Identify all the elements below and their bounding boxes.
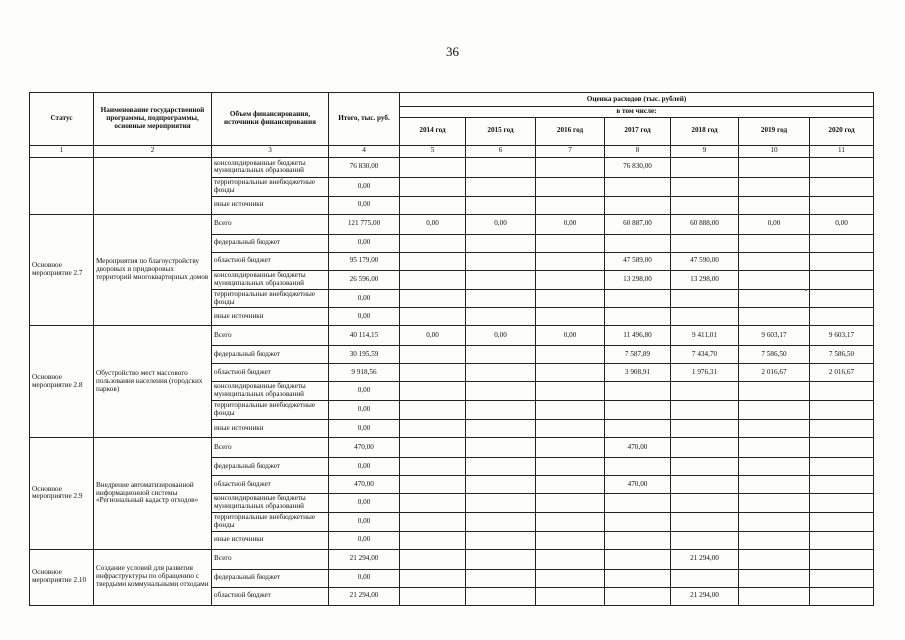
year-value-cell [605,458,671,476]
year-value-cell: 2 016,67 [810,364,874,382]
budget-table [29,92,874,606]
funding-source-cell: иные источники [212,196,329,214]
year-value-cell [605,420,671,438]
year-value-cell [739,549,810,569]
year-value-cell [671,382,739,401]
year-value-cell [605,234,671,252]
total-cell: 9 918,56 [329,364,400,382]
column-number: 4 [329,145,400,157]
total-cell: 0,00 [329,401,400,420]
total-cell: 470,00 [329,438,400,458]
year-value-cell [605,531,671,549]
funding-source-cell: территориальные внебюджетные фонды [212,512,329,531]
year-value-cell [605,401,671,420]
total-cell: 0,00 [329,420,400,438]
year-value-cell [739,270,810,289]
year-value-cell [605,512,671,531]
year-value-cell [605,494,671,513]
activity-name-cell: Внедрение автоматизированной информационной системы «Региональный кадастр отходов» [94,438,212,550]
year-value-cell [605,569,671,587]
status-cell: Основное мероприятие 2.8 [30,326,94,438]
year-value-cell [739,531,810,549]
year-value-cell [536,438,605,458]
year-value-cell [671,420,739,438]
funding-source-cell: иные источники [212,308,329,326]
funding-source-cell: Всего [212,326,329,346]
header-total: Итого, тыс. руб. [329,93,400,146]
year-value-cell [739,420,810,438]
year-value-cell [605,196,671,214]
year-value-cell [466,569,536,587]
year-value-cell [739,382,810,401]
page-number: 36 [446,44,459,59]
year-value-cell [536,382,605,401]
column-number: 7 [536,145,605,157]
funding-source-cell: Всего [212,549,329,569]
year-value-cell [400,549,466,569]
year-value-cell [810,401,874,420]
year-value-cell [739,569,810,587]
year-value-cell [671,531,739,549]
year-value-cell [466,177,536,196]
total-cell: 26 596,00 [329,270,400,289]
year-value-cell: 7 434,70 [671,346,739,364]
year-value-cell [466,346,536,364]
header-source: Объем финансирования, источники финансирования [212,93,329,146]
funding-source-cell: областной бюджет [212,364,329,382]
year-value-cell [739,512,810,531]
activity-name-cell: Мероприятия по благоустройству дворовых и придворовых территорий многоквартирных домов [94,214,212,326]
year-value-cell: 9 603,17 [739,326,810,346]
year-value-cell [536,234,605,252]
funding-source-cell: территориальные внебюджетные фонды [212,177,329,196]
year-value-cell [739,494,810,513]
year-value-cell [400,512,466,531]
funding-source-cell: областной бюджет [212,476,329,494]
total-cell: 0,00 [329,531,400,549]
year-value-cell [536,177,605,196]
year-value-cell [739,289,810,308]
total-cell: 0,00 [329,512,400,531]
funding-source-cell: федеральный бюджет [212,458,329,476]
year-value-cell [400,234,466,252]
year-value-cell [400,569,466,587]
total-cell: 30 195,59 [329,346,400,364]
header-including: в том числе: [400,107,874,118]
total-cell: 121 775,00 [329,214,400,234]
year-value-cell [810,438,874,458]
year-value-cell [671,494,739,513]
year-value-cell [466,234,536,252]
year-value-cell: 21 294,00 [671,587,739,605]
year-value-cell [400,494,466,513]
column-number: 9 [671,145,739,157]
year-value-cell [671,401,739,420]
column-number: 3 [212,145,329,157]
year-value-cell [536,458,605,476]
table-body [30,157,874,605]
year-value-cell [400,382,466,401]
year-value-cell [466,531,536,549]
year-value-cell [810,252,874,270]
table-row [30,326,874,346]
year-value-cell [605,587,671,605]
year-value-cell [466,420,536,438]
funding-source-cell: Всего [212,214,329,234]
year-value-cell [400,289,466,308]
year-value-cell [671,308,739,326]
total-cell: 0,00 [329,569,400,587]
funding-source-cell: областной бюджет [212,587,329,605]
year-value-cell [536,531,605,549]
year-value-cell [810,587,874,605]
year-value-cell [671,196,739,214]
year-value-cell [810,196,874,214]
year-value-cell [739,458,810,476]
year-value-cell [536,494,605,513]
funding-source-cell: Всего [212,438,329,458]
year-value-cell [400,308,466,326]
year-value-cell [400,531,466,549]
year-value-cell [536,587,605,605]
year-value-cell [536,157,605,177]
activity-name-cell: Обустройство мест массового пользования населения (городских парков) [94,326,212,438]
year-value-cell: 470,00 [605,476,671,494]
year-value-cell [671,458,739,476]
year-value-cell: 13 298,00 [605,270,671,289]
year-value-cell [739,587,810,605]
table-row [30,157,874,177]
year-value-cell [466,308,536,326]
total-cell: 40 114,15 [329,326,400,346]
year-value-cell [400,476,466,494]
header-year: 2017 год [605,117,671,145]
status-cell: Основное мероприятие 2.9 [30,438,94,550]
year-value-cell [671,234,739,252]
year-value-cell [605,382,671,401]
funding-source-cell: федеральный бюджет [212,234,329,252]
year-value-cell [466,549,536,569]
year-value-cell: 3 908,91 [605,364,671,382]
column-number: 8 [605,145,671,157]
header-year: 2015 год [466,117,536,145]
year-value-cell [810,382,874,401]
total-cell: 95 179,00 [329,252,400,270]
year-value-cell [536,270,605,289]
year-value-cell [671,177,739,196]
year-value-cell [400,252,466,270]
year-value-cell [810,420,874,438]
year-value-cell [810,270,874,289]
year-value-cell [400,270,466,289]
year-value-cell [400,587,466,605]
year-value-cell [536,401,605,420]
year-value-cell: 76 830,00 [605,157,671,177]
funding-source-cell: территориальные внебюджетные фонды [212,401,329,420]
year-value-cell [739,401,810,420]
header-status: Статус [30,93,94,146]
year-value-cell [400,346,466,364]
total-cell: 0,00 [329,494,400,513]
funding-source-cell: федеральный бюджет [212,569,329,587]
year-value-cell: 47 589,00 [605,252,671,270]
activity-name-cell [94,157,212,214]
year-value-cell [536,346,605,364]
year-value-cell [400,458,466,476]
year-value-cell: 1 976,31 [671,364,739,382]
year-value-cell [536,476,605,494]
total-cell: 0,00 [329,308,400,326]
header-year: 2020 год [810,117,874,145]
table-row [30,549,874,569]
funding-source-cell: федеральный бюджет [212,346,329,364]
year-value-cell: 47 590,00 [671,252,739,270]
year-value-cell [810,289,874,308]
total-cell: 0,00 [329,234,400,252]
year-value-cell [739,196,810,214]
funding-source-cell: иные источники [212,531,329,549]
status-cell [30,157,94,214]
column-number: 6 [466,145,536,157]
year-value-cell [739,476,810,494]
year-value-cell: 0,00 [536,326,605,346]
year-value-cell [536,364,605,382]
year-value-cell [810,494,874,513]
year-value-cell [400,364,466,382]
year-value-cell [605,289,671,308]
year-value-cell: 7 586,50 [810,346,874,364]
table-row [30,214,874,234]
year-value-cell [739,234,810,252]
total-cell: 0,00 [329,289,400,308]
scan-speck [805,289,807,291]
year-value-cell [466,438,536,458]
year-value-cell [536,512,605,531]
year-value-cell [671,512,739,531]
year-value-cell: 60 888,00 [671,214,739,234]
header-year: 2019 год [739,117,810,145]
year-value-cell [536,569,605,587]
year-value-cell [466,512,536,531]
year-value-cell: 470,00 [605,438,671,458]
column-number: 5 [400,145,466,157]
year-value-cell [536,196,605,214]
total-cell: 21 294,00 [329,587,400,605]
year-value-cell: 2 016,67 [739,364,810,382]
year-value-cell [400,420,466,438]
total-cell: 0,00 [329,458,400,476]
funding-source-cell: консолидированные бюджеты муниципальных образований [212,382,329,401]
year-value-cell [536,308,605,326]
funding-source-cell: консолидированные бюджеты муниципальных образований [212,157,329,177]
year-value-cell: 7 586,50 [739,346,810,364]
year-value-cell [605,549,671,569]
year-value-cell [810,177,874,196]
year-value-cell [671,289,739,308]
year-value-cell: 0,00 [739,214,810,234]
total-cell: 76 830,00 [329,157,400,177]
activity-name-cell: Создание условий для развития инфраструктуры по обращению с твердыми коммунальными отходами [94,549,212,605]
header-year: 2018 год [671,117,739,145]
year-value-cell [466,494,536,513]
year-value-cell [536,420,605,438]
column-number: 11 [810,145,874,157]
year-value-cell [400,438,466,458]
year-value-cell [810,157,874,177]
year-value-cell: 0,00 [400,326,466,346]
column-numbers-row [30,145,874,157]
funding-source-cell: областной бюджет [212,252,329,270]
year-value-cell: 0,00 [466,214,536,234]
year-value-cell: 9 411,01 [671,326,739,346]
year-value-cell [810,549,874,569]
table-row [30,438,874,458]
year-value-cell [810,308,874,326]
year-value-cell: 13 298,00 [671,270,739,289]
total-cell: 21 294,00 [329,549,400,569]
year-value-cell: 21 294,00 [671,549,739,569]
year-value-cell: 0,00 [466,326,536,346]
year-value-cell: 0,00 [536,214,605,234]
year-value-cell [810,569,874,587]
year-value-cell [466,401,536,420]
year-value-cell [810,476,874,494]
year-value-cell [671,438,739,458]
year-value-cell [605,177,671,196]
year-value-cell: 7 587,89 [605,346,671,364]
column-number: 1 [30,145,94,157]
year-value-cell [739,157,810,177]
year-value-cell [466,458,536,476]
year-value-cell [671,476,739,494]
year-value-cell [536,252,605,270]
year-value-cell: 11 496,80 [605,326,671,346]
total-cell: 0,00 [329,177,400,196]
year-value-cell [466,289,536,308]
status-cell: Основное мероприятие 2.10 [30,549,94,605]
year-value-cell [739,438,810,458]
year-value-cell [400,157,466,177]
year-value-cell [400,177,466,196]
funding-source-cell: иные источники [212,420,329,438]
year-value-cell: 0,00 [810,214,874,234]
funding-source-cell: консолидированные бюджеты муниципальных образований [212,494,329,513]
year-value-cell [739,308,810,326]
year-value-cell: 0,00 [400,214,466,234]
total-cell: 0,00 [329,382,400,401]
total-cell: 0,00 [329,196,400,214]
year-value-cell [739,252,810,270]
year-value-cell: 60 887,00 [605,214,671,234]
year-value-cell [466,196,536,214]
year-value-cell [466,382,536,401]
year-value-cell: 9 603,17 [810,326,874,346]
status-cell: Основное мероприятие 2.7 [30,214,94,326]
year-value-cell [536,549,605,569]
year-value-cell [810,458,874,476]
year-value-cell [466,587,536,605]
year-value-cell [466,252,536,270]
year-value-cell [400,196,466,214]
header-year: 2016 год [536,117,605,145]
year-value-cell [810,531,874,549]
year-value-cell [739,177,810,196]
year-value-cell [466,157,536,177]
header-estimate: Оценка расходов (тыс. рублей) [400,93,874,107]
year-value-cell [536,289,605,308]
year-value-cell [671,157,739,177]
column-number: 2 [94,145,212,157]
funding-source-cell: консолидированные бюджеты муниципальных образований [212,270,329,289]
column-number: 10 [739,145,810,157]
year-value-cell [810,512,874,531]
header-year: 2014 год [400,117,466,145]
year-value-cell [466,476,536,494]
header-name: Наименование государственной программы, подпрограммы, основные мероприятия [94,93,212,146]
funding-source-cell: территориальные внебюджетные фонды [212,289,329,308]
year-value-cell [671,569,739,587]
year-value-cell [605,308,671,326]
year-value-cell [400,401,466,420]
table-header [30,93,874,158]
year-value-cell [466,364,536,382]
total-cell: 470,00 [329,476,400,494]
year-value-cell [810,234,874,252]
year-value-cell [466,270,536,289]
